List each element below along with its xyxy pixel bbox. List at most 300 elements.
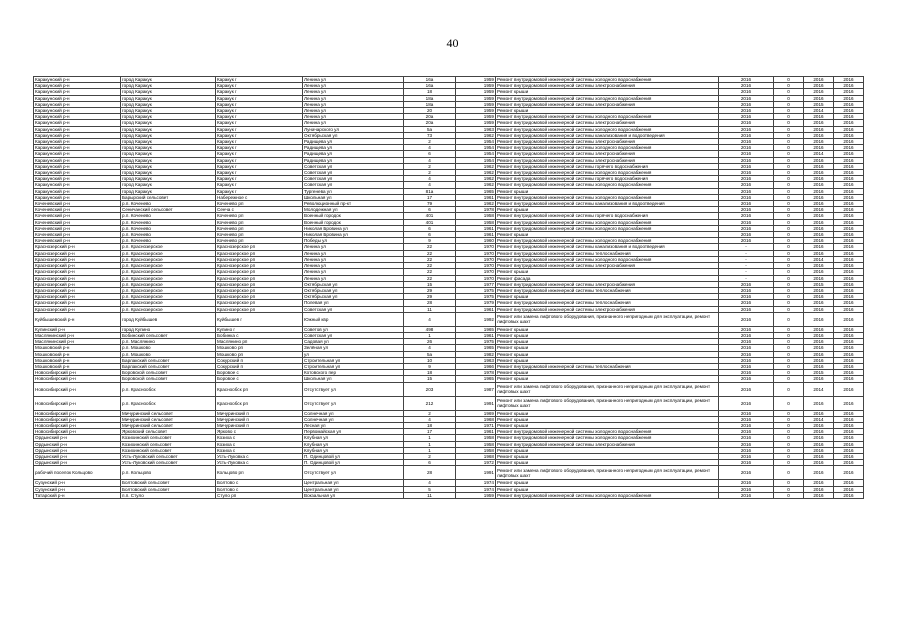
cell-work-type: Ремонт внутридомовой инженерной системы горячего водоснабжения [496, 213, 719, 219]
cell-start-year: 2016 [804, 232, 834, 238]
cell-district: Новосибирский р-н [34, 422, 121, 428]
cell-district: Каракунский р-н [34, 126, 121, 132]
cell-amount: 0 [774, 89, 804, 95]
cell-year-built: 1958 [456, 213, 496, 219]
cell-house-number: 4 [404, 345, 456, 351]
cell-amount: 0 [774, 382, 804, 396]
cell-amount: 0 [774, 492, 804, 498]
cell-plan-year: 2016 [719, 139, 774, 145]
cell-plan-year: - [719, 256, 774, 262]
cell-end-year: 2016 [834, 351, 864, 357]
cell-work-type: Ремонт внутридомовой инженерной системы холодного водоснабжения [496, 435, 719, 441]
cell-year-built: 1961 [456, 225, 496, 231]
cell-locality: Коченево рп [216, 213, 303, 219]
cell-work-type: Ремонт внутридомовой инженерной системы электроснабжения [496, 441, 719, 447]
cell-settlement: город Каракук [121, 145, 216, 151]
cell-work-type: Ремонт внутридомовой инженерной системы электроснабжения [496, 151, 719, 157]
cell-year-built: 1991 [456, 396, 496, 410]
cell-work-type: Ремонт внутридомовой инженерной системы холодного водоснабжения [496, 126, 719, 132]
cell-amount: 0 [774, 453, 804, 459]
cell-start-year: 2016 [804, 357, 834, 363]
cell-work-type: Ремонт внутридомовой инженерной системы горячего водоснабжения [496, 176, 719, 182]
cell-locality: Коченево рп [216, 232, 303, 238]
cell-amount: 0 [774, 363, 804, 369]
cell-year-built: 1962 [456, 163, 496, 169]
cell-start-year: 2016 [804, 435, 834, 441]
cell-end-year: 2016 [834, 256, 864, 262]
cell-work-type: Ремонт или замена лифтового оборудования, признанного непригодным для эксплуатации, ремонт лифтовых шахт [496, 312, 719, 326]
cell-start-year: 2016 [804, 422, 834, 428]
cell-year-built: 1962 [456, 170, 496, 176]
cell-settlement: Боровской сельсовет [121, 370, 216, 376]
cell-year-built: 1959 [456, 108, 496, 114]
cell-plan-year: - [719, 250, 774, 256]
cell-locality: Козиха с [216, 447, 303, 453]
cell-locality: Коченево рп [216, 201, 303, 207]
cell-street: Николая Бровина ул [303, 225, 404, 231]
cell-street: Клубная ул [303, 435, 404, 441]
cell-street: Советов ул [303, 326, 404, 332]
cell-end-year: 2016 [834, 294, 864, 300]
cell-settlement: р.п. Краснообск [121, 396, 216, 410]
cell-start-year: 2014 [804, 151, 834, 157]
cell-amount: 0 [774, 151, 804, 157]
cell-amount: 0 [774, 101, 804, 107]
cell-house-number: 1 [404, 332, 456, 338]
cell-settlement: Болтовский сельсовет [121, 480, 216, 486]
cell-end-year: 2016 [834, 416, 864, 422]
cell-district: Краснозерский р-н [34, 300, 121, 306]
cell-year-built: 1970 [456, 269, 496, 275]
cell-amount: 0 [774, 182, 804, 188]
cell-year-built: 1975 [456, 287, 496, 293]
cell-street: Ленина ул [303, 263, 404, 269]
cell-start-year: 2016 [804, 182, 834, 188]
cell-street: Военный городок [303, 213, 404, 219]
cell-house-number: 5 [404, 486, 456, 492]
cell-start-year: 2014 [804, 416, 834, 422]
cell-amount: 0 [774, 287, 804, 293]
cell-start-year: 2016 [804, 306, 834, 312]
cell-year-built: 1959 [456, 101, 496, 107]
cell-house-number: 4 [404, 416, 456, 422]
cell-plan-year: 2016 [719, 151, 774, 157]
cell-street: Советская ул [303, 306, 404, 312]
cell-locality: Боровое с [216, 376, 303, 382]
cell-house-number: 4 [404, 145, 456, 151]
cell-locality: Мичуринский п [216, 416, 303, 422]
cell-house-number: 22 [404, 256, 456, 262]
cell-house-number: 4 [404, 312, 456, 326]
cell-district: Краснозерский р-н [34, 250, 121, 256]
cell-district: Краснозерский р-н [34, 287, 121, 293]
cell-locality: Кольцово рп [216, 466, 303, 480]
cell-street: Котовского пер [303, 370, 404, 376]
cell-end-year: 2016 [834, 83, 864, 89]
cell-locality: Боровое с [216, 370, 303, 376]
cell-settlement: Козихинский сельсовет [121, 447, 216, 453]
cell-house-number: 212 [404, 396, 456, 410]
cell-amount: 0 [774, 332, 804, 338]
cell-plan-year: 2016 [719, 132, 774, 138]
cell-year-built: 1969 [456, 410, 496, 416]
cell-amount: 0 [774, 447, 804, 453]
cell-start-year: 2016 [804, 95, 834, 101]
cell-locality: Маслянино рп [216, 339, 303, 345]
cell-house-number: 20 [404, 108, 456, 114]
cell-end-year: 2016 [834, 281, 864, 287]
cell-locality: Мичуринский п [216, 410, 303, 416]
cell-house-number: 15 [404, 281, 456, 287]
cell-year-built: 1958 [456, 441, 496, 447]
cell-settlement: Мичуринский сельсовет [121, 422, 216, 428]
cell-year-built: 1987 [456, 382, 496, 396]
cell-year-built: 1962 [456, 182, 496, 188]
cell-work-type: Ремонт или замена лифтового оборудования, признанного непригодным для эксплуатации, ремонт лифтовых шахт [496, 466, 719, 480]
cell-house-number: 18 [404, 89, 456, 95]
cell-work-type: Ремонт внутридомовой инженерной системы холодного водоснабжения [496, 95, 719, 101]
cell-locality: Коченево рп [216, 219, 303, 225]
cell-house-number: 29 [404, 294, 456, 300]
cell-locality: Набережное с [216, 194, 303, 200]
cell-district: Сузунский р-н [34, 480, 121, 486]
cell-settlement: город Каракук [121, 101, 216, 107]
cell-street: П. Одинцовой ул [303, 460, 404, 466]
cell-end-year: 2016 [834, 345, 864, 351]
cell-district: Коченевский р-н [34, 213, 121, 219]
cell-plan-year: 2016 [719, 429, 774, 435]
cell-end-year: 2016 [834, 326, 864, 332]
cell-start-year: 2016 [804, 312, 834, 326]
cell-amount: 0 [774, 163, 804, 169]
cell-start-year: 2016 [804, 345, 834, 351]
cell-work-type: Ремонт внутридомовой инженерной системы горячего водоснабжения [496, 163, 719, 169]
cell-locality: Краснозерское рп [216, 306, 303, 312]
cell-district: Мошковский р-н [34, 345, 121, 351]
cell-end-year: 2016 [834, 207, 864, 213]
cell-start-year: 2016 [804, 275, 834, 281]
cell-end-year: 2016 [834, 151, 864, 157]
cell-amount: 0 [774, 275, 804, 281]
cell-plan-year: 2016 [719, 213, 774, 219]
cell-district: Новосибирский р-н [34, 429, 121, 435]
cell-year-built: 1965 [456, 345, 496, 351]
cell-settlement: Барырский сельсовет [121, 194, 216, 200]
cell-start-year: 2015 [804, 370, 834, 376]
cell-amount: 0 [774, 370, 804, 376]
cell-year-built: 1970 [456, 275, 496, 281]
cell-work-type: Ремонт внутридомовой инженерной системы электроснабжения [496, 83, 719, 89]
cell-district: Ордынский р-н [34, 435, 121, 441]
cell-year-built: 1959 [456, 114, 496, 120]
cell-settlement: Боровской сельсовет [121, 376, 216, 382]
cell-start-year: 2016 [804, 363, 834, 369]
cell-work-type: Ремонт крыши [496, 370, 719, 376]
cell-end-year: 2016 [834, 170, 864, 176]
cell-street: Октябрьская ул [303, 287, 404, 293]
cell-work-type: Ремонт крыши [496, 188, 719, 194]
repair-schedule-table [33, 76, 864, 499]
cell-end-year: 2016 [834, 370, 864, 376]
cell-amount: 0 [774, 460, 804, 466]
cell-work-type: Ремонт крыши [496, 345, 719, 351]
cell-street: Школьная ул [303, 376, 404, 382]
cell-settlement: р.п. Краснозерское [121, 281, 216, 287]
cell-start-year: 2016 [804, 326, 834, 332]
cell-settlement: город Каракук [121, 163, 216, 169]
cell-street: Ленина ул [303, 256, 404, 262]
cell-start-year: 2015 [804, 281, 834, 287]
cell-work-type: Ремонт крыши [496, 351, 719, 357]
cell-plan-year: 2016 [719, 89, 774, 95]
cell-year-built: 1959 [456, 77, 496, 83]
cell-locality: Бобинка с [216, 332, 303, 338]
cell-start-year: 2016 [804, 157, 834, 163]
cell-plan-year: - [719, 244, 774, 250]
table-row [34, 492, 864, 498]
cell-end-year: 2016 [834, 108, 864, 114]
cell-start-year: 2016 [804, 332, 834, 338]
cell-year-built: 1971 [456, 422, 496, 428]
cell-year-built: 1966 [456, 363, 496, 369]
cell-settlement: р.п. Мошково [121, 345, 216, 351]
cell-work-type: Ремонт или замена лифтового оборудования, признанного непригодным для эксплуатации, ремонт лифтовых шахт [496, 396, 719, 410]
cell-settlement: Ярковский сельсовет [121, 429, 216, 435]
cell-street: Победы ул [303, 238, 404, 244]
cell-work-type: Ремонт крыши [496, 339, 719, 345]
cell-end-year: 2016 [834, 238, 864, 244]
cell-year-built: 1961 [456, 306, 496, 312]
cell-start-year: 2016 [804, 213, 834, 219]
cell-end-year: 2016 [834, 453, 864, 459]
cell-district: Каракунский р-н [34, 89, 121, 95]
cell-street: Клубная ул [303, 441, 404, 447]
cell-street: Радищева ул [303, 151, 404, 157]
cell-year-built: 1968 [456, 453, 496, 459]
cell-district: Каракунский р-н [34, 83, 121, 89]
cell-start-year: 2016 [804, 194, 834, 200]
cell-house-number: 6 [404, 225, 456, 231]
cell-locality: Краснозерское рп [216, 275, 303, 281]
cell-settlement: р.п. Коченево [121, 219, 216, 225]
cell-start-year: 2016 [804, 201, 834, 207]
cell-street: Садовая ул [303, 339, 404, 345]
cell-house-number: 22 [404, 269, 456, 275]
cell-district: Мошковский р-н [34, 357, 121, 363]
cell-district: Каракунский р-н [34, 77, 121, 83]
cell-year-built: 1961 [456, 429, 496, 435]
cell-amount: 0 [774, 345, 804, 351]
cell-street: Октябрьская ул [303, 294, 404, 300]
cell-street: Строительная ул [303, 363, 404, 369]
cell-amount: 0 [774, 486, 804, 492]
cell-house-number: 6 [404, 232, 456, 238]
cell-settlement: Мичуринский сельсовет [121, 416, 216, 422]
cell-plan-year: 2016 [719, 357, 774, 363]
cell-start-year: 2016 [804, 447, 834, 453]
cell-street: Молодежная ул [303, 207, 404, 213]
cell-start-year: 2016 [804, 126, 834, 132]
cell-amount: 0 [774, 376, 804, 382]
cell-settlement: Усть-Луковский сельсовет [121, 453, 216, 459]
cell-work-type: Ремонт крыши [496, 416, 719, 422]
cell-locality: Краснообск рп [216, 382, 303, 396]
cell-start-year: 2016 [804, 453, 834, 459]
cell-amount: 0 [774, 139, 804, 145]
cell-year-built: 1960 [456, 238, 496, 244]
cell-work-type: Ремонт внутридомовой инженерной системы теплоснабжения [496, 250, 719, 256]
cell-house-number: 203 [404, 382, 456, 396]
cell-street: Ленина ул [303, 108, 404, 114]
cell-end-year: 2016 [834, 114, 864, 120]
page-number: 40 [446, 36, 459, 50]
cell-house-number: 81а [404, 188, 456, 194]
cell-work-type: Ремонт крыши [496, 108, 719, 114]
cell-amount: 0 [774, 108, 804, 114]
cell-locality: Болтово с [216, 486, 303, 492]
cell-street: Ленина ул [303, 244, 404, 250]
cell-plan-year: 2016 [719, 163, 774, 169]
cell-settlement: р.п. Краснозерское [121, 269, 216, 275]
cell-end-year: 2016 [834, 163, 864, 169]
cell-start-year: 2016 [804, 89, 834, 95]
cell-work-type: Ремонт внутридомовой инженерной системы теплоснабжения [496, 300, 719, 306]
cell-house-number: 6 [404, 151, 456, 157]
cell-street: Строительная ул [303, 357, 404, 363]
cell-work-type: Ремонт крыши [496, 357, 719, 363]
cell-house-number: 1 [404, 435, 456, 441]
cell-street: П. Одинцовой ул [303, 453, 404, 459]
cell-locality: Каракук г [216, 95, 303, 101]
cell-settlement: Мичуринский сельсовет [121, 410, 216, 416]
cell-house-number: 2 [404, 170, 456, 176]
cell-work-type: Ремонт внутридомовой инженерной системы холодного водоснабжения [496, 429, 719, 435]
cell-work-type: Ремонт внутридомовой инженерной системы холодного водоснабжения [496, 182, 719, 188]
cell-start-year: 2016 [804, 238, 834, 244]
cell-end-year: 2016 [834, 213, 864, 219]
cell-settlement: р.п. Краснозерское [121, 300, 216, 306]
cell-work-type: Ремонт крыши [496, 207, 719, 213]
cell-amount: 0 [774, 281, 804, 287]
cell-district: Коченевский р-н [34, 201, 121, 207]
cell-end-year: 2016 [834, 435, 864, 441]
cell-locality: Краснозерское рп [216, 287, 303, 293]
cell-street: Ленина ул [303, 275, 404, 281]
cell-work-type: Ремонт или замена лифтового оборудования, признанного непригодным для эксплуатации, ремонт лифтовых шахт [496, 382, 719, 396]
cell-amount: 0 [774, 269, 804, 275]
cell-district: Новосибирский р-н [34, 396, 121, 410]
cell-work-type: Ремонт крыши [496, 89, 719, 95]
cell-year-built: 1992 [456, 312, 496, 326]
cell-district: Краснозерский р-н [34, 263, 121, 269]
cell-locality: Краснозерское рп [216, 244, 303, 250]
cell-locality: Каракук г [216, 120, 303, 126]
cell-year-built: 1975 [456, 294, 496, 300]
cell-street: Радищева ул [303, 139, 404, 145]
cell-year-built: 1968 [456, 416, 496, 422]
cell-work-type: Ремонт крыши [496, 410, 719, 416]
cell-street: Лесная ул [303, 422, 404, 428]
cell-end-year: 2016 [834, 95, 864, 101]
cell-plan-year: 2016 [719, 300, 774, 306]
cell-plan-year: 2016 [719, 492, 774, 498]
cell-house-number: 15 [404, 376, 456, 382]
cell-settlement: р.п. Коченево [121, 225, 216, 231]
cell-year-built: 1970 [456, 256, 496, 262]
cell-end-year: 2016 [834, 441, 864, 447]
cell-plan-year: 2016 [719, 287, 774, 293]
cell-street: Полевая ул [303, 300, 404, 306]
cell-amount: 0 [774, 95, 804, 101]
cell-settlement: город Каракук [121, 89, 216, 95]
cell-work-type: Ремонт внутридомовой инженерной системы холодного водоснабжения [496, 492, 719, 498]
cell-start-year: 2016 [804, 339, 834, 345]
cell-end-year: 2016 [834, 275, 864, 281]
cell-street: Зелёная ул [303, 345, 404, 351]
cell-plan-year: 2016 [719, 453, 774, 459]
cell-locality: Каракук г [216, 126, 303, 132]
cell-locality: Каракук г [216, 89, 303, 95]
cell-year-built: 1982 [456, 351, 496, 357]
cell-house-number: 11 [404, 306, 456, 312]
cell-amount: 0 [774, 435, 804, 441]
cell-end-year: 2016 [834, 194, 864, 200]
cell-locality: Каракук г [216, 188, 303, 194]
cell-plan-year: 2016 [719, 170, 774, 176]
cell-settlement: Козихинский сельсовет [121, 441, 216, 447]
cell-house-number: 2 [404, 139, 456, 145]
cell-end-year: 2016 [834, 460, 864, 466]
cell-street: Радищева ул [303, 145, 404, 151]
cell-locality: Сенча с [216, 207, 303, 213]
cell-start-year: 2016 [804, 269, 834, 275]
cell-house-number: 79 [404, 201, 456, 207]
cell-locality: Каракук г [216, 101, 303, 107]
cell-end-year: 2016 [834, 269, 864, 275]
cell-house-number: 4 [404, 480, 456, 486]
cell-locality: Краснозерское рп [216, 300, 303, 306]
cell-house-number: 498 [404, 326, 456, 332]
cell-locality: Куйбышев г [216, 312, 303, 326]
cell-street: Военный городок [303, 219, 404, 225]
cell-year-built: 1970 [456, 244, 496, 250]
cell-end-year: 2016 [834, 89, 864, 95]
cell-house-number: 6 [404, 207, 456, 213]
cell-work-type: Ремонт внутридомовой инженерной системы канализования и водоотведения [496, 244, 719, 250]
cell-end-year: 2016 [834, 139, 864, 145]
cell-street: Революционный пр-кт [303, 201, 404, 207]
cell-plan-year: 2016 [719, 176, 774, 182]
cell-start-year: 2014 [804, 256, 834, 262]
cell-plan-year: 2016 [719, 83, 774, 89]
cell-settlement: р.п. Краснозерское [121, 294, 216, 300]
cell-house-number: 18 [404, 422, 456, 428]
cell-district: Коченевский р-н [34, 232, 121, 238]
cell-plan-year: 2016 [719, 114, 774, 120]
cell-district: Коченевский р-н [34, 219, 121, 225]
cell-year-built: 1963 [456, 126, 496, 132]
cell-district: Мошковский р-н [34, 363, 121, 369]
cell-work-type: Ремонт крыши [496, 447, 719, 453]
cell-house-number: 20а [404, 120, 456, 126]
cell-settlement: р.п. Краснозерское [121, 287, 216, 293]
cell-year-built: 1978 [456, 207, 496, 213]
cell-year-built: 1959 [456, 492, 496, 498]
cell-amount: 0 [774, 480, 804, 486]
cell-start-year: 2016 [804, 480, 834, 486]
cell-year-built: 1970 [456, 263, 496, 269]
cell-year-built: 1961 [456, 332, 496, 338]
